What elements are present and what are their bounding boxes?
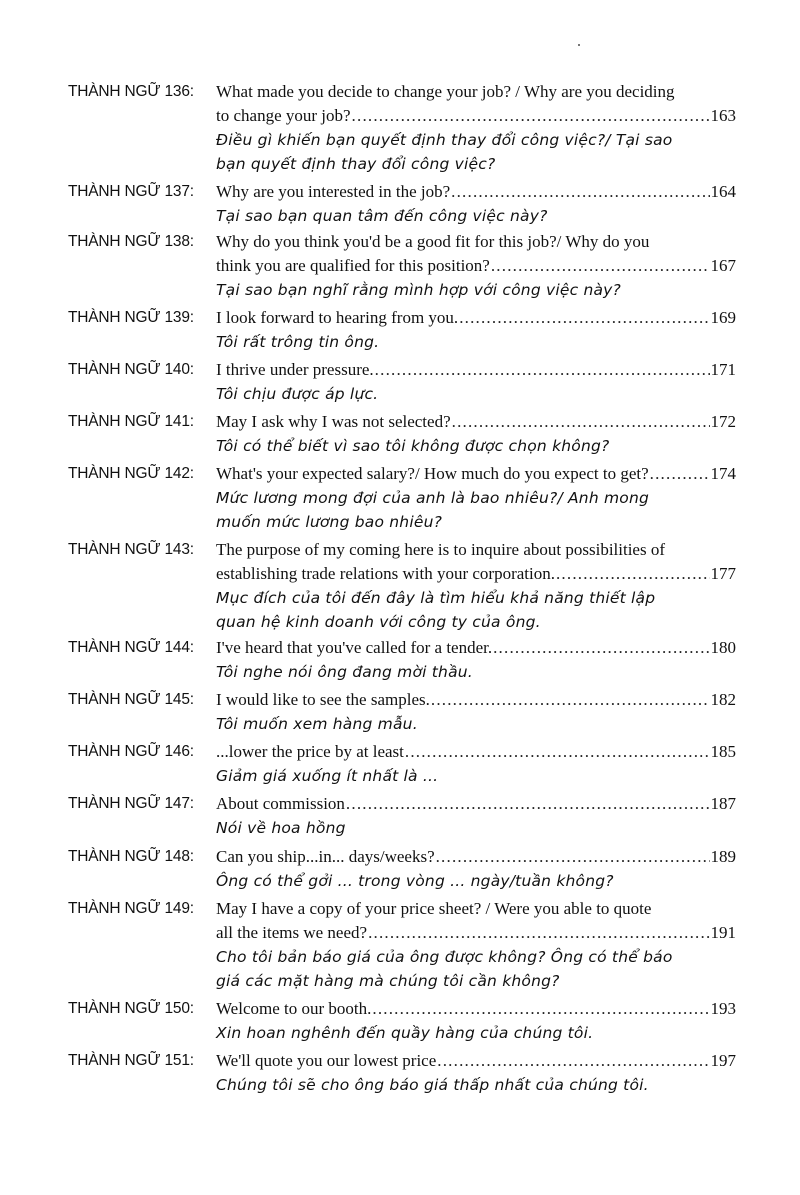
dot-leader: [375, 358, 710, 382]
entry-label: THÀNH NGỮ 139:: [68, 309, 194, 326]
page-number[interactable]: 171: [710, 360, 736, 379]
entry-label: THÀNH NGỮ 144:: [68, 639, 194, 656]
entry-body: [216, 1049, 736, 1097]
english-phrase-line: What's your expected salary?/ How much do you expect to get?: [216, 464, 649, 483]
english-leader-line: [216, 688, 736, 712]
entry-body: [216, 462, 736, 534]
english-phrase-line: Welcome to our booth.: [216, 999, 372, 1018]
english-phrase-line: What made you decide to change your job? / Why are you deciding: [216, 82, 675, 101]
english-leader-line: [216, 740, 736, 764]
page-number[interactable]: 191: [710, 923, 736, 942]
english-leader-line: [216, 462, 736, 486]
dot-leader: [491, 254, 710, 278]
dot-leader: [650, 462, 710, 486]
vietnamese-translation-line: Tôi chịu được áp lực.: [216, 385, 379, 403]
vietnamese-translation-line: Chúng tôi sẽ cho ông báo giá thấp nhất của chúng tôi.: [216, 1076, 649, 1094]
entry-label: THÀNH NGỮ 138:: [68, 233, 194, 250]
english-leader-line: [216, 997, 736, 1021]
english-phrase-line: The purpose of my coming here is to inquire about possibilities of: [216, 540, 666, 559]
page-number[interactable]: 169: [710, 308, 736, 327]
english-phrase-line: Why are you interested in the job?: [216, 182, 451, 201]
entry-label: THÀNH NGỮ 151:: [68, 1052, 194, 1069]
english-leader-line: [216, 562, 736, 586]
entry-label: THÀNH NGỮ 141:: [68, 413, 194, 430]
dot-leader: [352, 104, 710, 128]
english-phrase-line: establishing trade relations with your corporation.: [216, 564, 555, 583]
entry-label: THÀNH NGỮ 148:: [68, 848, 194, 865]
entry-label: THÀNH NGỮ 146:: [68, 743, 194, 760]
entry-label: THÀNH NGỮ 142:: [68, 465, 194, 482]
entry-body: [216, 306, 736, 354]
page-number[interactable]: 177: [710, 564, 736, 583]
page-number[interactable]: 163: [710, 106, 736, 125]
entry-body: [216, 230, 736, 302]
dot-leader: [431, 688, 710, 712]
english-phrase-line: We'll quote you our lowest price: [216, 1051, 437, 1070]
english-leader-line: [216, 921, 736, 945]
english-phrase-line: Can you ship...in... days/weeks?: [216, 847, 435, 866]
dot-leader: [451, 180, 709, 204]
entry-body: [216, 792, 736, 840]
entry-label: THÀNH NGỮ 147:: [68, 795, 194, 812]
english-leader-line: [216, 104, 736, 128]
english-leader-line: [216, 358, 736, 382]
page-number[interactable]: 197: [710, 1051, 736, 1070]
vietnamese-translation-line: Cho tôi bản báo giá của ông được không? Ông có thể báo: [216, 948, 673, 966]
vietnamese-translation-line: Tại sao bạn nghĩ rằng mình hợp với công việc này?: [216, 281, 621, 299]
page-number[interactable]: 182: [710, 690, 736, 709]
entry-label: THÀNH NGỮ 137:: [68, 183, 194, 200]
vietnamese-translation-line: Ông có thể gởi ... trong vòng ... ngày/tuần không?: [216, 872, 614, 890]
vietnamese-translation-line: bạn quyết định thay đổi công việc?: [216, 155, 496, 173]
english-phrase-line: I thrive under pressure.: [216, 360, 374, 379]
english-leader-line: [216, 180, 736, 204]
page-number[interactable]: 187: [710, 794, 736, 813]
vietnamese-translation-line: giá các mặt hàng mà chúng tôi cần không?: [216, 972, 560, 990]
page-number[interactable]: 172: [710, 412, 736, 431]
page-number[interactable]: 180: [710, 638, 736, 657]
vietnamese-translation-line: Tại sao bạn quan tâm đến công việc này?: [216, 207, 548, 225]
vietnamese-translation-line: Tôi nghe nói ông đang mời thầu.: [216, 663, 473, 681]
english-leader-line: [216, 792, 736, 816]
vietnamese-translation-line: quan hệ kinh doanh với công ty của ông.: [216, 613, 541, 631]
dot-leader: [493, 636, 709, 660]
english-phrase-line: think you are qualified for this position?: [216, 256, 490, 275]
entry-body: [216, 897, 736, 993]
print-speck: [578, 44, 580, 46]
dot-leader: [556, 562, 710, 586]
entry-label: THÀNH NGỮ 150:: [68, 1000, 194, 1017]
dot-leader: [346, 792, 710, 816]
english-phrase-line: I would like to see the samples.: [216, 690, 430, 709]
english-leader-line: [216, 254, 736, 278]
english-leader-line: [216, 1049, 736, 1073]
english-leader-line: [216, 410, 736, 434]
dot-leader: [372, 997, 709, 1021]
entry-body: [216, 358, 736, 406]
vietnamese-translation-line: Điều gì khiến bạn quyết định thay đổi công việc?/ Tại sao: [216, 131, 673, 149]
dot-leader: [437, 1049, 709, 1073]
entry-label: THÀNH NGỮ 145:: [68, 691, 194, 708]
entry-body: [216, 410, 736, 458]
english-phrase-line: I look forward to hearing from you.: [216, 308, 459, 327]
vietnamese-translation-line: Mức lương mong đợi của anh là bao nhiêu?/ Anh mong: [216, 489, 650, 507]
vietnamese-translation-line: Xin hoan nghênh đến quầy hàng của chúng tôi.: [216, 1024, 594, 1042]
entry-body: [216, 740, 736, 788]
vietnamese-translation-line: Tôi muốn xem hàng mẫu.: [216, 715, 418, 733]
entry-label: THÀNH NGỮ 149:: [68, 900, 194, 917]
entry-body: [216, 180, 736, 228]
vietnamese-translation-line: Nói về hoa hồng: [216, 819, 346, 837]
entry-body: [216, 688, 736, 736]
english-phrase-line: ...lower the price by at least: [216, 742, 404, 761]
entry-body: [216, 636, 736, 684]
english-phrase-line: May I ask why I was not selected?: [216, 412, 451, 431]
entry-body: [216, 997, 736, 1045]
page-number[interactable]: 193: [710, 999, 736, 1018]
dot-leader: [368, 921, 709, 945]
dot-leader: [405, 740, 710, 764]
english-phrase-line: to change your job?: [216, 106, 351, 125]
page-number[interactable]: 174: [710, 464, 736, 483]
page-number[interactable]: 167: [710, 256, 736, 275]
entry-body: [216, 80, 736, 176]
entry-body: [216, 538, 736, 634]
page-number[interactable]: 189: [710, 847, 736, 866]
page-number[interactable]: 185: [710, 742, 736, 761]
dot-leader: [459, 306, 709, 330]
entry-label: THÀNH NGỮ 140:: [68, 361, 194, 378]
vietnamese-translation-line: Giảm giá xuống ít nhất là ...: [216, 767, 439, 785]
english-phrase-line: all the items we need?: [216, 923, 368, 942]
page-number[interactable]: 164: [710, 182, 736, 201]
vietnamese-translation-line: Tôi có thể biết vì sao tôi không được chọn không?: [216, 437, 610, 455]
english-phrase-line: May I have a copy of your price sheet? / Were you able to quote: [216, 899, 652, 918]
entry-body: [216, 845, 736, 893]
dot-leader: [452, 410, 710, 434]
english-leader-line: [216, 845, 736, 869]
english-phrase-line: About commission: [216, 794, 345, 813]
entry-label: THÀNH NGỮ 143:: [68, 541, 194, 558]
english-leader-line: [216, 306, 736, 330]
vietnamese-translation-line: muốn mức lương bao nhiêu?: [216, 513, 443, 531]
vietnamese-translation-line: Tôi rất trông tin ông.: [216, 333, 380, 351]
vietnamese-translation-line: Mục đích của tôi đến đây là tìm hiểu khả năng thiết lập: [216, 589, 656, 607]
english-phrase-line: Why do you think you'd be a good fit for this job?/ Why do you: [216, 232, 650, 251]
english-phrase-line: I've heard that you've called for a tender.: [216, 638, 493, 657]
dot-leader: [436, 845, 710, 869]
entry-label: THÀNH NGỮ 136:: [68, 83, 194, 100]
english-leader-line: [216, 636, 736, 660]
